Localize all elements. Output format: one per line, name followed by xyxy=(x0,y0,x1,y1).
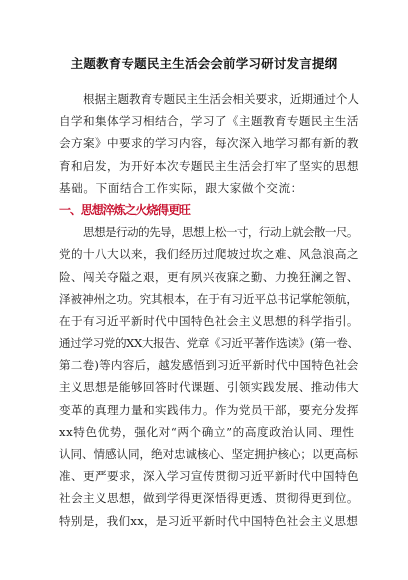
paragraph-line: 育和启发，为开好本次专题民主生活会打牢了坚实的思想 xyxy=(59,158,359,173)
paragraph-line: 险、闯关夺隘之艰，更有夙兴夜寐之勤、力挽狂澜之智、 xyxy=(59,269,359,284)
paragraph-line: 基础。下面结合工作实际，跟大家做个交流： xyxy=(59,180,303,195)
paragraph-line: 社会主义思想，做到学得更深悟得更透、贯彻得更到位。 xyxy=(59,491,359,506)
paragraph-line: 主义思想是能够回答时代课题、引领实践发展、推动伟大 xyxy=(59,380,359,395)
document-title: 主题教育专题民主生活会会前学习研讨发言提纲 xyxy=(70,56,338,71)
paragraph-line: 泽被神州之功。究其根本，在于有习近平总书记掌舵领航， xyxy=(59,291,358,306)
paragraph-line: 变革的真理力量和实践伟力。作为党员干部，要充分发挥 xyxy=(59,402,359,417)
paragraph-line: 党的十八大以来，我们经历过爬坡过坎之难、风急浪高之 xyxy=(59,247,359,262)
paragraph-line: 在于有习近平新时代中国特色社会主义思想的科学指引。 xyxy=(59,313,359,328)
paragraph-line: 通过学习党的XX大报告、党章《习近平著作选读》(第一卷、 xyxy=(59,336,359,351)
paragraph-line: 根据主题教育专题民主生活会相关要求，近期通过个人 xyxy=(83,92,359,106)
section-heading: 一、思想淬炼之火烧得更旺 xyxy=(59,202,190,217)
paragraph-line: 第二卷)等内容后，越发感悟到习近平新时代中国特色社会 xyxy=(59,358,359,373)
paragraph-line: xx特色优势，强化对“两个确立”的高度政治认同、理性 xyxy=(59,424,355,439)
paragraph-line: 特别是，我们xx，是习近平新时代中国特色社会主义思想 xyxy=(59,513,359,528)
document-body xyxy=(59,88,359,532)
paragraph-line: 会方案》中要求的学习内容，每次深入地学习都有新的教 xyxy=(59,136,359,151)
paragraph-line: 准、更严要求，深入学习宣传贯彻习近平新时代中国特色 xyxy=(59,469,359,484)
paragraph-line: 自学和集体学习相结合，学习了《主题教育专题民主生活 xyxy=(59,114,359,129)
paragraph-line: 认同、情感认同，绝对忠诚核心、坚定拥护核心；以更高标 xyxy=(59,447,358,461)
paragraph-line: 思想是行动的先导，思想上松一寸，行动上就会散一尺。 xyxy=(83,225,358,240)
